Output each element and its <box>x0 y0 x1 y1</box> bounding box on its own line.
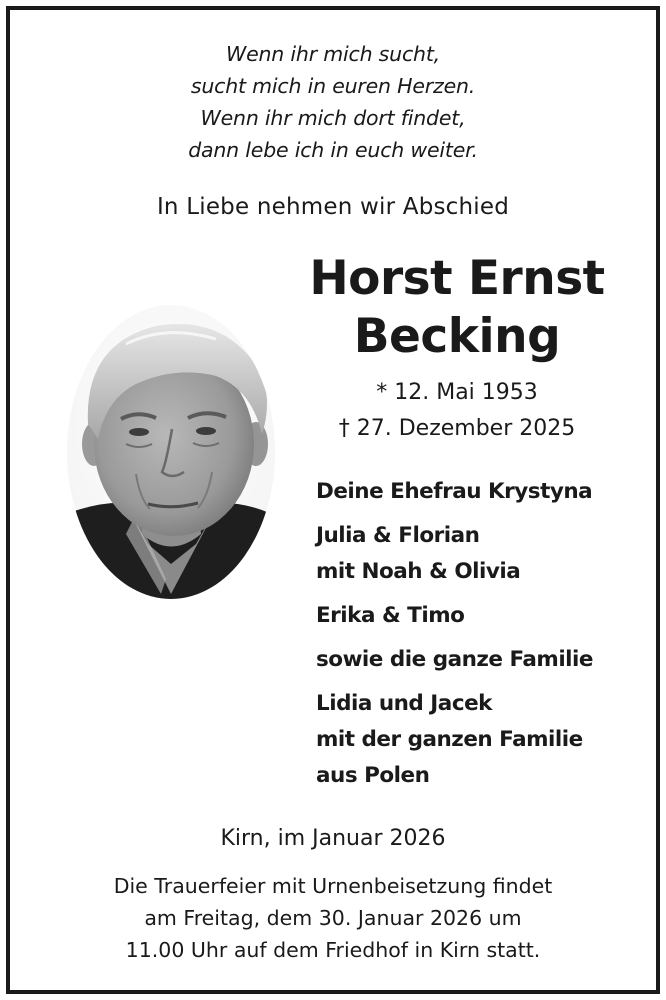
birth-date: * 12. Mai 1953 <box>376 380 538 405</box>
portrait-photo <box>66 304 276 600</box>
mourner-line: aus Polen <box>316 763 430 788</box>
poem-line: Wenn ihr mich sucht, <box>226 42 440 66</box>
mourners-list <box>316 474 646 802</box>
mourner-line: mit Noah & Olivia <box>316 559 521 584</box>
life-dates <box>272 375 642 447</box>
mourner-line: Erika & Timo <box>316 603 465 628</box>
mourner-group <box>316 598 646 634</box>
place-date: Kirn, im Januar 2026 <box>220 826 446 851</box>
ceremony-line: 11.00 Uhr auf dem Friedhof in Kirn statt. <box>125 938 541 962</box>
deceased-name <box>272 250 642 366</box>
ceremony-info <box>10 870 656 966</box>
mourner-line: Lidia und Jacek <box>316 691 492 716</box>
mourner-line: mit der ganzen Familie <box>316 727 583 752</box>
death-date: † 27. Dezember 2025 <box>338 416 576 441</box>
mourner-group <box>316 642 646 678</box>
mourner-line: Julia & Florian <box>316 523 480 548</box>
obituary-frame <box>6 6 660 994</box>
poem-line: sucht mich in euren Herzen. <box>190 74 476 98</box>
poem-line: Wenn ihr mich dort findet, <box>200 106 466 130</box>
last-name: Becking <box>353 309 561 364</box>
mourner-group <box>316 518 646 590</box>
ceremony-line: am Freitag, dem 30. Januar 2026 um <box>144 906 522 930</box>
first-names: Horst Ernst <box>309 251 605 306</box>
poem-line: dann lebe ich in euch weiter. <box>188 138 478 162</box>
poem <box>10 38 656 166</box>
ceremony-line: Die Trauerfeier mit Urnenbeisetzung findet <box>113 874 553 898</box>
farewell-intro: In Liebe nehmen wir Abschied <box>156 194 510 220</box>
mourner-group <box>316 686 646 794</box>
mourner-line: Deine Ehefrau Krystyna <box>316 479 593 504</box>
mourner-group <box>316 474 646 510</box>
mourner-line: sowie die ganze Familie <box>316 647 594 672</box>
